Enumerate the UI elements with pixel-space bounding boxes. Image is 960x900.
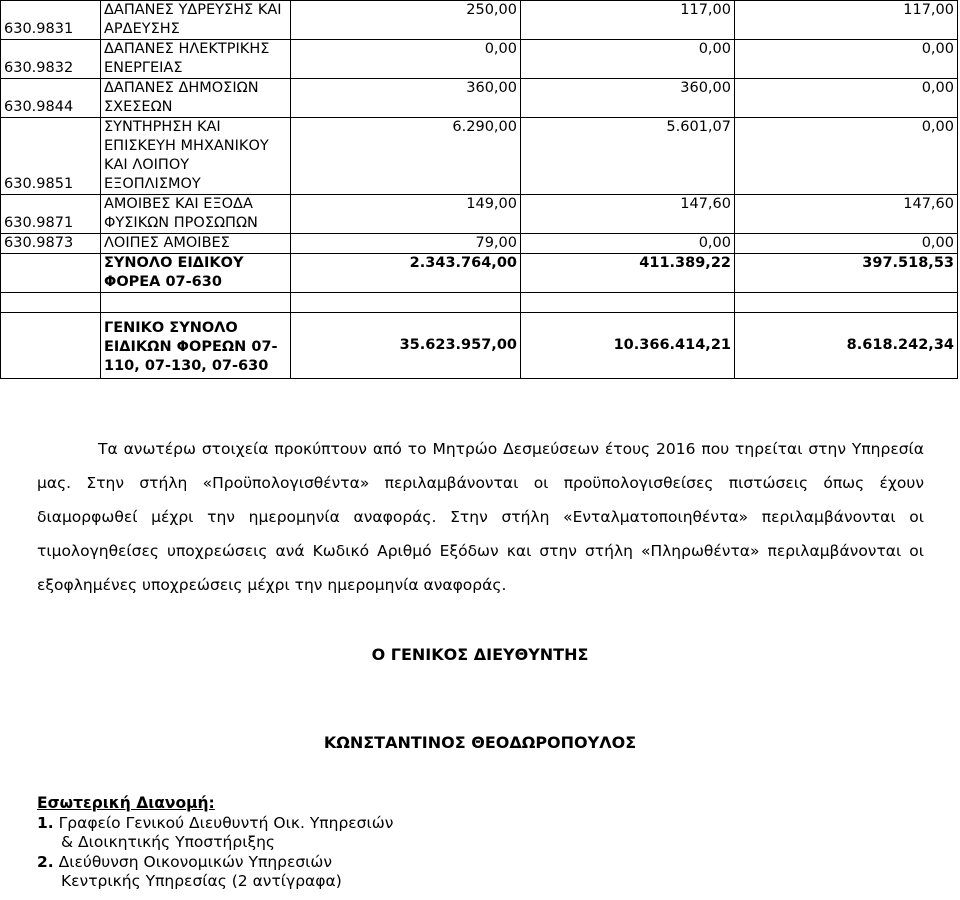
paid-amount: 147,60 <box>735 195 958 234</box>
paid-amount: 0,00 <box>735 118 958 195</box>
grand-total-label: ΓΕΝΙΚΟ ΣΥΝΟΛΟ ΕΙΔΙΚΩΝ ΦΟΡΕΩΝ 07-110, 07-130, 07-630 <box>101 313 291 379</box>
subtotal-budgeted: 2.343.764,00 <box>291 254 521 293</box>
account-description: ΔΑΠΑΝΕΣ ΗΛΕΚΤΡΙΚΗΣ ΕΝΕΡΓΕΙΑΣ <box>101 40 291 79</box>
table-row <box>1 79 958 118</box>
committed-amount: 117,00 <box>521 1 735 40</box>
internal-distribution <box>37 794 393 892</box>
grand-total-committed: 10.366.414,21 <box>521 313 735 379</box>
committed-amount: 360,00 <box>521 79 735 118</box>
distribution-heading: Εσωτερική Διανομή: <box>37 794 215 812</box>
account-description: ΑΜΟΙΒΕΣ ΚΑΙ ΕΞΟΔΑ ΦΥΣΙΚΩΝ ΠΡΟΣΩΠΩΝ <box>101 195 291 234</box>
budgeted-amount: 6.290,00 <box>291 118 521 195</box>
distribution-item-continuation: & Διοικητικής Υποστήριξης <box>61 833 276 851</box>
table-row <box>1 1 958 40</box>
subtotal-row <box>1 254 958 293</box>
account-description: ΛΟΙΠΕΣ ΑΜΟΙΒΕΣ <box>101 234 291 254</box>
distribution-item-number: 2. <box>37 852 54 871</box>
explanatory-paragraph: Τα ανωτέρω στοιχεία προκύπτουν από το Μητρώο Δεσμεύσεων έτους 2016 που τηρείται στην Υπηρεσία μας. Στην στήλη «Προϋπολογισθέντα» περιλαμβάνονται οι προϋπολογισθείσες πιστώσεις όπως έχουν διαμορφωθεί μέχρι την ημερομηνία αναφοράς. Στην στήλη «Ενταλματοποιηθέντα» περιλαμβάνονται οι τιμολογηθείσες υποχρεώσεις ανά Κωδικό Αριθμό Εξόδων και στην στήλη «Πληρωθέντα» περιλαμβάνονται οι εξοφλημένες υποχρεώσεις μέχρι την ημερομηνία αναφοράς. <box>37 440 924 594</box>
budgeted-amount: 360,00 <box>291 79 521 118</box>
distribution-item-continuation: Κεντρικής Υπηρεσίας (2 αντίγραφα) <box>61 872 342 890</box>
signature-title: Ο ΓΕΝΙΚΟΣ ΔΙΕΥΘΥΝΤΗΣ <box>371 645 589 664</box>
budgeted-amount: 250,00 <box>291 1 521 40</box>
paid-amount: 0,00 <box>735 234 958 254</box>
signature-name: ΚΩΝΣΤΑΝΤΙΝΟΣ ΘΕΟΔΩΡΟΠΟΥΛΟΣ <box>323 733 637 752</box>
account-code: 630.9831 <box>1 1 101 40</box>
committed-amount: 5.601,07 <box>521 118 735 195</box>
budget-table <box>0 0 958 379</box>
table-row <box>1 234 958 254</box>
account-code: 630.9873 <box>1 234 101 254</box>
account-code: 630.9832 <box>1 40 101 79</box>
table-row <box>1 40 958 79</box>
budgeted-amount: 79,00 <box>291 234 521 254</box>
account-code: 630.9851 <box>1 118 101 195</box>
spacer-row <box>1 293 958 313</box>
subtotal-label: ΣΥΝΟΛΟ ΕΙΔΙΚΟΥ ΦΟΡΕΑ 07-630 <box>101 254 291 293</box>
budgeted-amount: 149,00 <box>291 195 521 234</box>
account-description: ΔΑΠΑΝΕΣ ΥΔΡΕΥΣΗΣ ΚΑΙ ΑΡΔΕΥΣΗΣ <box>101 1 291 40</box>
paid-amount: 0,00 <box>735 79 958 118</box>
distribution-item-line: Γραφείο Γενικού Διευθυντή Οικ. Υπηρεσιών <box>58 813 394 832</box>
budgeted-amount: 0,00 <box>291 40 521 79</box>
account-description: ΔΑΠΑΝΕΣ ΔΗΜΟΣΙΩΝ ΣΧΕΣΕΩΝ <box>101 79 291 118</box>
distribution-item <box>37 814 393 834</box>
distribution-item-line: Διεύθυνση Οικονομικών Υπηρεσιών <box>58 852 333 871</box>
distribution-item <box>37 853 393 873</box>
committed-amount: 147,60 <box>521 195 735 234</box>
distribution-item-number: 1. <box>37 813 54 832</box>
paid-amount: 117,00 <box>735 1 958 40</box>
subtotal-paid: 397.518,53 <box>735 254 958 293</box>
account-code: 630.9871 <box>1 195 101 234</box>
paid-amount: 0,00 <box>735 40 958 79</box>
account-description: ΣΥΝΤΗΡΗΣΗ ΚΑΙ ΕΠΙΣΚΕΥΗ ΜΗΧΑΝΙΚΟΥ ΚΑΙ ΛΟΙΠΟΥ ΕΞΟΠΛΙΣΜΟΥ <box>101 118 291 195</box>
account-code: 630.9844 <box>1 79 101 118</box>
committed-amount: 0,00 <box>521 234 735 254</box>
subtotal-committed: 411.389,22 <box>521 254 735 293</box>
grand-total-row <box>1 313 958 379</box>
grand-total-paid: 8.618.242,34 <box>735 313 958 379</box>
table-row <box>1 195 958 234</box>
committed-amount: 0,00 <box>521 40 735 79</box>
grand-total-budgeted: 35.623.957,00 <box>291 313 521 379</box>
table-row <box>1 118 958 195</box>
